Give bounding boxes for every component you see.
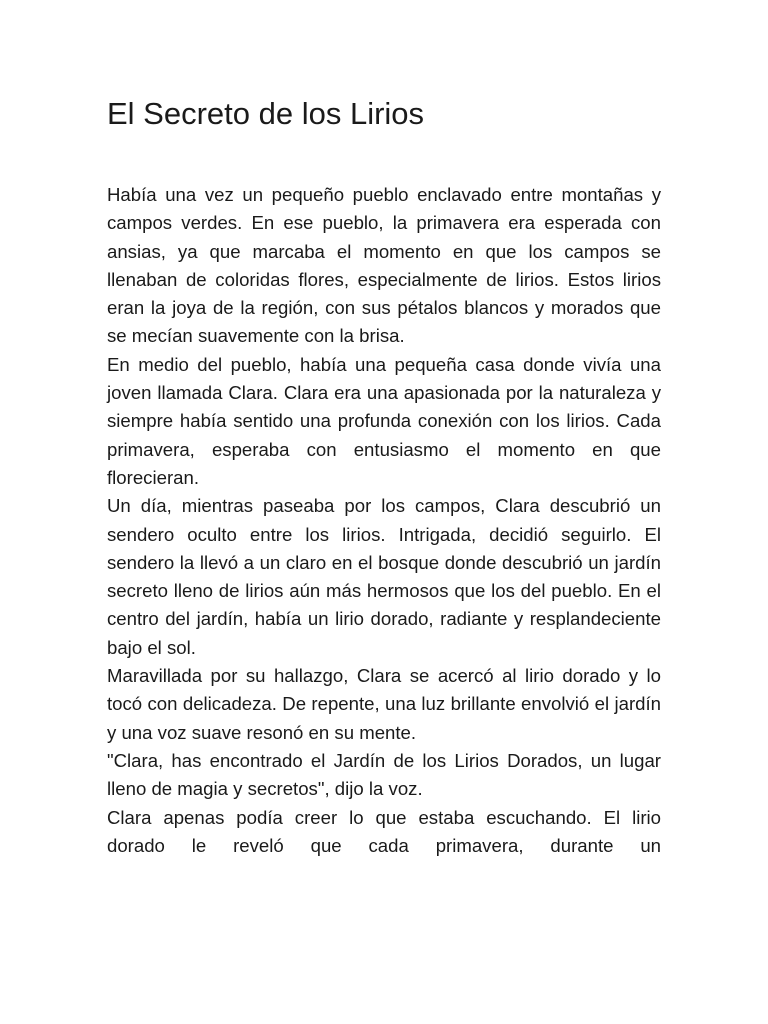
- document-title: El Secreto de los Lirios: [107, 96, 425, 131]
- document-body: [107, 181, 661, 860]
- paragraph-6-truncated: Clara apenas podía creer lo que estaba escuchando. El lirio dorado le reveló que cada primavera, durante un: [107, 806, 661, 856]
- paragraph-5: "Clara, has encontrado el Jardín de los Lirios Dorados, un lugar lleno de magia y secretos", dijo la voz.: [107, 749, 661, 800]
- paragraph-2: En medio del pueblo, había una pequeña casa donde vivía una joven llamada Clara. Clara era una apasionada por la naturaleza y siempre había sentido una profunda conexión con los lirios. Cada primavera, esperaba con entusiasmo el momento en que florecieran.: [107, 353, 661, 488]
- paragraph-3: Un día, mientras paseaba por los campos, Clara descubrió un sendero oculto entre los lirios. Intrigada, decidió seguirlo. El sendero la llevó a un claro en el bosque donde descubrió un jardín secreto lleno de lirios aún más hermosos que los del pueblo. En el centro del jardín, había un lirio dorado, radiante y resplandeciente bajo el sol.: [107, 495, 661, 658]
- paragraph-1: Había una vez un pequeño pueblo enclavado entre montañas y campos verdes. En ese pueblo, la primavera era esperada con ansias, ya que marcaba el momento en que los campos se llenaban de coloridas flores, especialmente de lirios. Estos lirios eran la joya de la región, con sus pétalos blancos y morados que se mecían suavemente con la brisa.: [107, 184, 661, 347]
- paragraph-4: Maravillada por su hallazgo, Clara se acercó al lirio dorado y lo tocó con delicadeza. De repente, una luz brillante envolvió el jardín y una voz suave resonó en su mente.: [107, 665, 661, 743]
